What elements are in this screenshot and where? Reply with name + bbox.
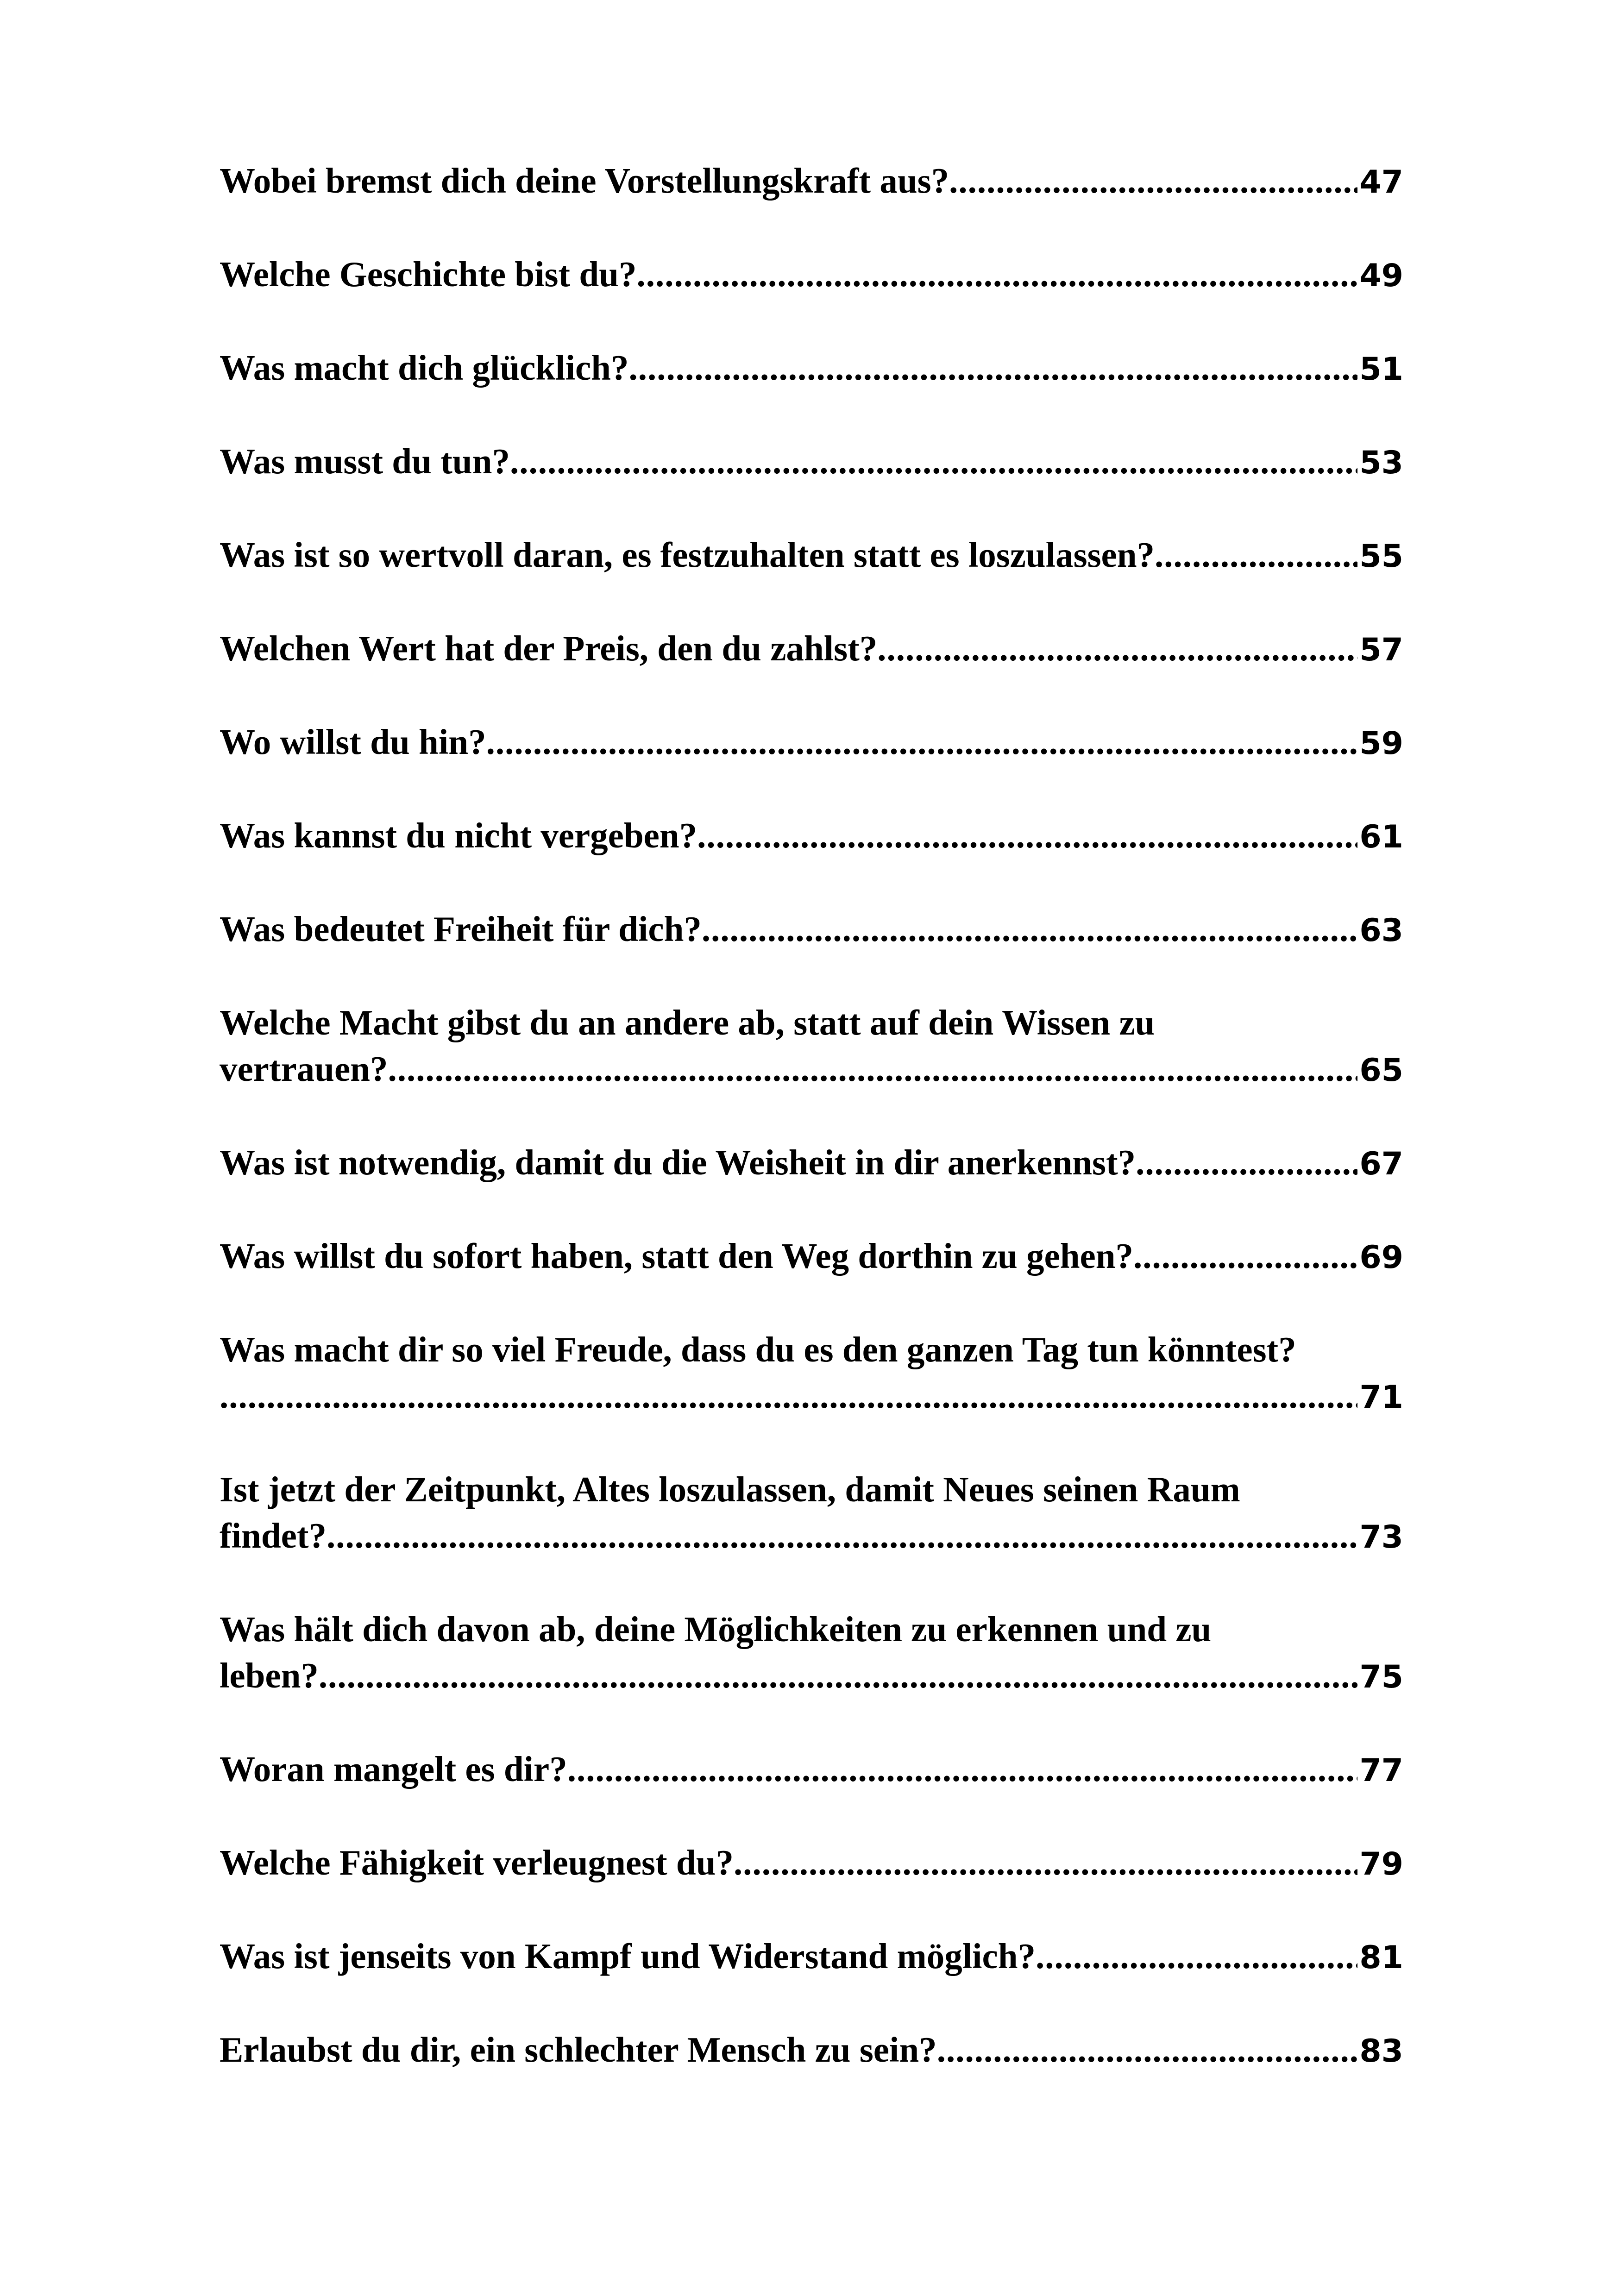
toc-dot-leader xyxy=(567,1746,1358,1792)
toc-entry-title: Welchen Wert hat der Preis, den du zahlst? xyxy=(220,628,878,668)
toc-page-number: 47 xyxy=(1359,164,1403,201)
toc-dot-leader xyxy=(734,1839,1357,1886)
toc-entry-title: findet? xyxy=(220,1516,327,1556)
toc-entry-title: Was ist jenseits von Kampf und Widerstand möglich? xyxy=(220,1936,1036,1976)
toc-page-number: 63 xyxy=(1359,912,1403,949)
toc-entry[interactable] xyxy=(220,1746,1403,1792)
toc-entry[interactable] xyxy=(220,812,1403,859)
toc-dot-leader xyxy=(220,1373,1357,1419)
toc-page-number: 57 xyxy=(1359,632,1403,668)
toc-dot-leader xyxy=(1155,532,1357,578)
toc-entry-title: Was musst du tun? xyxy=(220,441,510,481)
toc-page-number: 73 xyxy=(1359,1519,1403,1556)
toc-entry[interactable] xyxy=(220,1839,1403,1886)
toc-entry[interactable] xyxy=(220,1326,1403,1419)
toc-dot-leader xyxy=(486,719,1358,765)
toc-page-number: 51 xyxy=(1359,351,1403,388)
toc-page-number: 67 xyxy=(1359,1146,1403,1182)
toc-entry-title: vertrauen? xyxy=(220,1049,388,1089)
toc-page-number: 81 xyxy=(1359,1939,1403,1976)
toc-entry[interactable] xyxy=(220,2026,1403,2073)
toc-entry[interactable] xyxy=(220,999,1403,1092)
toc-dot-leader xyxy=(1036,1933,1357,1979)
toc-page-number: 53 xyxy=(1359,445,1403,481)
toc-dot-leader xyxy=(949,157,1357,204)
toc-entry-title: Was ist notwendig, damit du die Weisheit in dir anerkennst? xyxy=(220,1142,1136,1182)
toc-entry[interactable] xyxy=(220,251,1403,297)
toc-dot-leader xyxy=(636,251,1357,297)
toc-entry-title: Woran mangelt es dir? xyxy=(220,1749,567,1789)
toc-entry[interactable] xyxy=(220,157,1403,204)
toc-entry-title: Welche Geschichte bist du? xyxy=(220,254,637,294)
toc-entry[interactable] xyxy=(220,532,1403,578)
toc-page-number: 59 xyxy=(1359,725,1403,762)
toc-entry-title-line1: Was hält dich davon ab, deine Möglichkeiten zu erkennen und zu xyxy=(220,1609,1212,1649)
toc-entry-title-line1: Welche Macht gibst du an andere ab, statt auf dein Wissen zu xyxy=(220,1003,1155,1042)
toc-page-number: 69 xyxy=(1359,1239,1403,1276)
toc-dot-leader xyxy=(937,2026,1358,2073)
toc-entry[interactable] xyxy=(220,906,1403,952)
toc-entry-title: Welche Fähigkeit verleugnest du? xyxy=(220,1843,734,1882)
toc-entry[interactable] xyxy=(220,1466,1403,1559)
toc-entry[interactable] xyxy=(220,1139,1403,1186)
toc-entry-title: Wo willst du hin? xyxy=(220,722,486,762)
toc-entry[interactable] xyxy=(220,345,1403,391)
toc-dot-leader xyxy=(1136,1139,1357,1186)
toc-entry-title: Was willst du sofort haben, statt den Weg dorthin zu gehen? xyxy=(220,1236,1134,1276)
toc-entry-title: Erlaubst du dir, ein schlechter Mensch zu sein? xyxy=(220,2030,937,2070)
toc-page-number: 49 xyxy=(1359,257,1403,294)
toc-dot-leader xyxy=(702,906,1357,952)
toc-dot-leader xyxy=(1133,1233,1357,1279)
toc-dot-leader xyxy=(510,438,1357,484)
toc-entry-title: Was kannst du nicht vergeben? xyxy=(220,816,697,855)
toc-dot-leader xyxy=(877,625,1357,671)
toc-dot-leader xyxy=(628,345,1357,391)
toc-entry[interactable] xyxy=(220,719,1403,765)
toc-entry-title: Wobei bremst dich deine Vorstellungskraft aus? xyxy=(220,161,949,201)
toc-entry[interactable] xyxy=(220,1606,1403,1699)
toc-entry[interactable] xyxy=(220,1233,1403,1279)
toc-page-number: 77 xyxy=(1359,1752,1403,1789)
toc-page-number: 79 xyxy=(1359,1846,1403,1882)
toc-entry[interactable] xyxy=(220,438,1403,484)
toc-entry[interactable] xyxy=(220,625,1403,671)
toc-page-number: 65 xyxy=(1359,1052,1403,1089)
toc-entry-title: Was ist so wertvoll daran, es festzuhalten statt es loszulassen? xyxy=(220,535,1155,575)
toc-page-number: 75 xyxy=(1359,1659,1403,1695)
toc-entry-title-line1: Was macht dir so viel Freude, dass du es den ganzen Tag tun könntest? xyxy=(220,1330,1296,1369)
toc-entry-title: leben? xyxy=(220,1656,319,1695)
toc-dot-leader xyxy=(388,1046,1358,1092)
toc-page-number: 61 xyxy=(1359,819,1403,855)
toc-entry[interactable] xyxy=(220,1933,1403,1979)
toc-dot-leader xyxy=(697,812,1357,859)
toc-entry-title: Was bedeutet Freiheit für dich? xyxy=(220,909,702,949)
toc-dot-leader xyxy=(327,1512,1357,1559)
toc-page-number: 71 xyxy=(1359,1379,1403,1416)
toc-page-number: 55 xyxy=(1359,538,1403,575)
toc-entry-title: Was macht dich glücklich? xyxy=(220,348,629,388)
toc-page-number: 83 xyxy=(1359,2033,1403,2070)
toc-entry-title-line1: Ist jetzt der Zeitpunkt, Altes loszulassen, damit Neues seinen Raum xyxy=(220,1469,1240,1509)
toc-dot-leader xyxy=(319,1652,1357,1699)
